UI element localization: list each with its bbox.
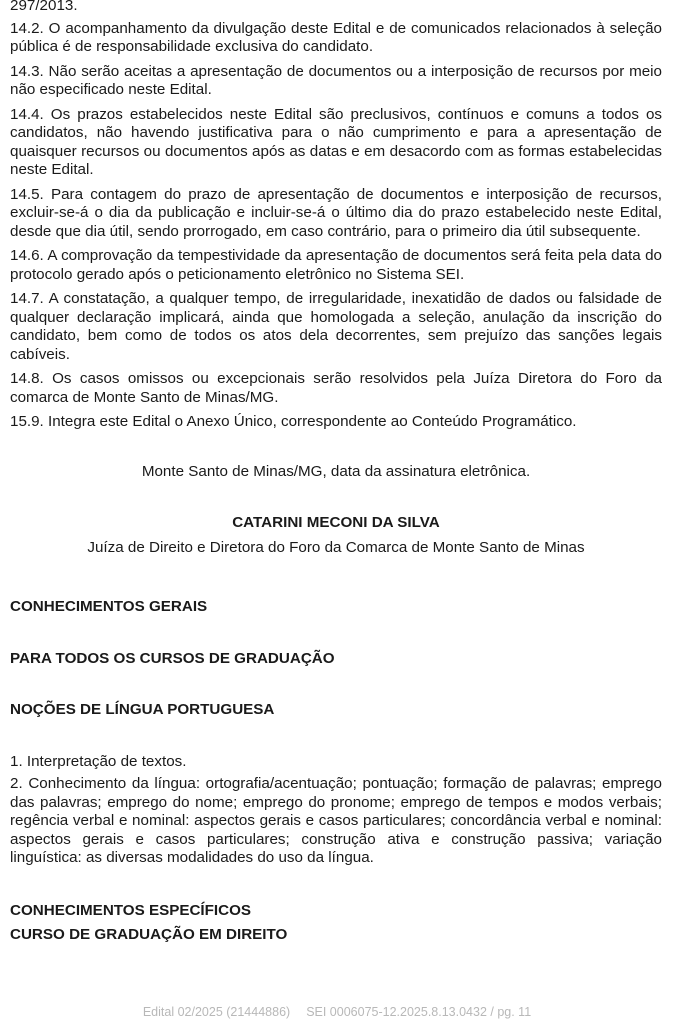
place-date: Monte Santo de Minas/MG, data da assinatura eletrônica. (141, 462, 531, 480)
clause-14-2: 14.2. O acompanhamento da divulgação deste Edital e de comunicados relacionados à seleção pública é de responsabilidade exclusiva do candidato. (10, 19, 662, 55)
heading-all-courses: PARA TODOS OS CURSOS DE GRADUAÇÃO (10, 649, 335, 667)
signatory-title: Juíza de Direito e Diretora do Foro da Comarca de Monte Santo de Minas (87, 538, 585, 556)
footer-sei-ref: SEI 0006075-12.2025.8.13.0432 / pg. 11 (306, 1005, 532, 1019)
clause-14-3: 14.3. Não serão aceitas a apresentação de documentos ou a interposição de recursos por meio não especificado neste Edital. (10, 62, 662, 98)
top-fragment: 297/2013. (10, 0, 78, 14)
clause-15-9: 15.9. Integra este Edital o Anexo Único, correspondente ao Conteúdo Programático. (10, 413, 577, 430)
clause-14-5: 14.5. Para contagem do prazo de apresentação de documentos e interposição de recursos, excluir-se-á o dia da publicação e incluir-se-á o último dia do prazo estabelecido neste Edital, desde que dia útil, sendo prorrogado, em caso contrário, para o primeiro dia útil subsequente. (10, 185, 662, 240)
heading-specific-knowledge: CONHECIMENTOS ESPECÍFICOS (10, 901, 252, 919)
list-item-2: 2. Conhecimento da língua: ortografia/acentuação; pontuação; formação de palavras; emprego das palavras; emprego do nome; emprego do pronome; emprego de tempos e modos verbais; regência verbal e nominal: aspectos gerais e casos particulares; concordância verbal e nominal: aspectos gerais e casos particulares; construção ativa e construção passiva; variação linguística: as diversas modalidades do uso da língua. (10, 775, 662, 866)
heading-law-course: CURSO DE GRADUAÇÃO EM DIREITO (10, 926, 288, 943)
footer-edital-ref: Edital 02/2025 (21444886) (142, 1005, 291, 1019)
clause-14-4: 14.4. Os prazos estabelecidos neste Edital são preclusivos, contínuos e comuns a todos os candidatos, não havendo justificativa para o não cumprimento e para a apresentação de quaisquer recursos ou documentos após as datas e em desacordo com as formas estabelecidas neste Edital. (10, 105, 662, 178)
signatory-name: CATARINI MECONI DA SILVA (232, 514, 440, 531)
clause-14-6: 14.6. A comprovação da tempestividade da apresentação de documentos será feita pela data do protocolo gerado após o peticionamento eletrônico no Sistema SEI. (10, 247, 662, 283)
document-page (10, 0, 662, 945)
page-footer (0, 1003, 674, 1022)
list-item-1: 1. Interpretação de textos. (10, 752, 187, 770)
clause-14-7: 14.7. A constatação, a qualquer tempo, de irregularidade, inexatidão de dados ou falsidade de qualquer declaração implicará, ainda que homologada a seleção, anulação da inscrição do candidato, bem como de todos os atos dela decorrentes, sem prejuízo das sanções legais cabíveis. (10, 290, 662, 363)
heading-portuguese: NOÇÕES DE LÍNGUA PORTUGUESA (10, 701, 275, 718)
heading-general-knowledge: CONHECIMENTOS GERAIS (10, 598, 208, 615)
clause-14-8: 14.8. Os casos omissos ou excepcionais serão resolvidos pela Juíza Diretora do Foro da comarca de Monte Santo de Minas/MG. (10, 370, 662, 406)
